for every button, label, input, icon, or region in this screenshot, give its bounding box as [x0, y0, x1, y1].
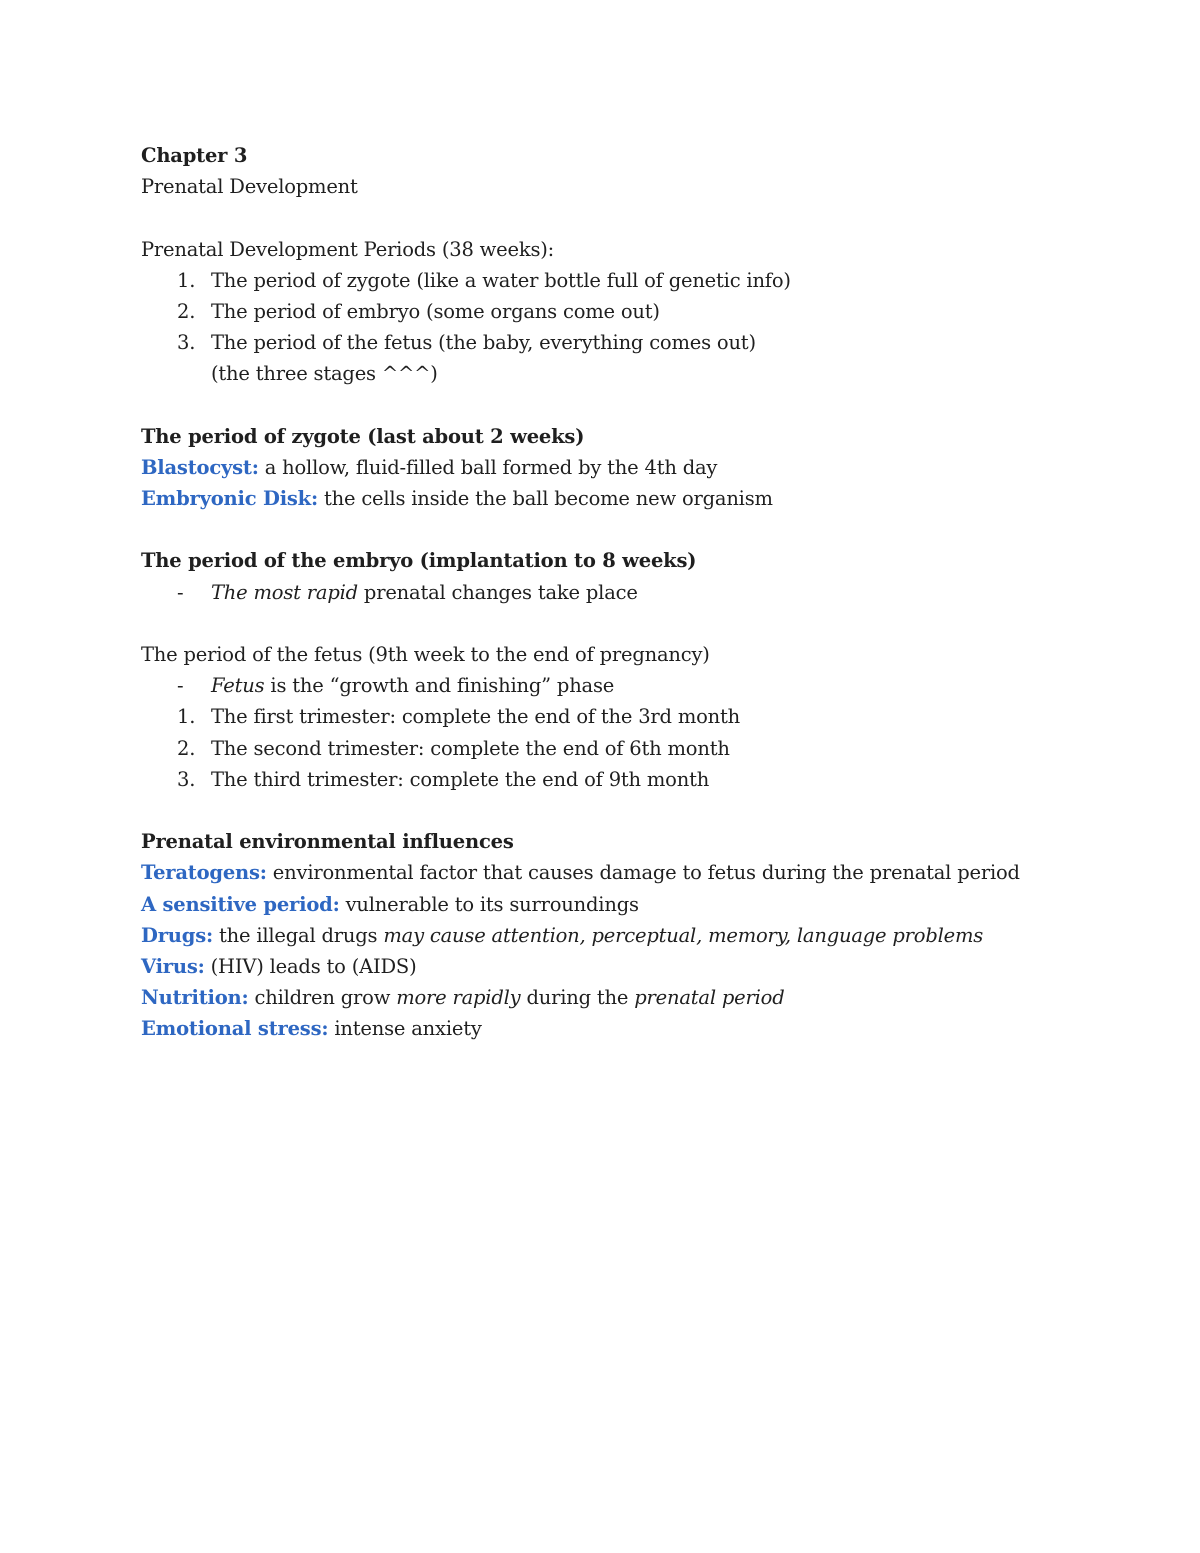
- list-number: 2.: [177, 736, 196, 760]
- periods-item: [141, 296, 1101, 327]
- emphasis-text: prenatal period: [634, 986, 785, 1010]
- term-label: Emotional stress:: [141, 1017, 329, 1041]
- list-number: 1.: [177, 705, 196, 729]
- list-item-text: The second trimester: complete the end of 6th month: [211, 736, 730, 760]
- list-item-text: The period of embryo (some organs come out): [211, 299, 660, 323]
- term-definition-middle: during the: [520, 986, 635, 1010]
- definition-row: [141, 452, 1101, 483]
- definition-row: [141, 951, 1101, 982]
- fetus-item: [141, 701, 1101, 732]
- definition-row: [141, 982, 1101, 1013]
- bullet-rest: is the “growth and finishing” phase: [264, 674, 615, 698]
- definition-row: [141, 920, 1101, 951]
- list-item-text: The third trimester: complete the end of 9th month: [211, 767, 710, 791]
- chapter-subtitle: Prenatal Development: [141, 175, 358, 199]
- spacer: [141, 795, 1101, 826]
- list-number: 2.: [177, 299, 196, 323]
- term-definition: a hollow, fluid-filled ball formed by the 4th day: [258, 455, 718, 479]
- periods-item: [141, 265, 1101, 296]
- zygote-heading: The period of zygote (last about 2 weeks): [141, 424, 585, 448]
- list-item-text: The period of zygote (like a water bottle full of genetic info): [211, 268, 791, 292]
- list-number: 3.: [177, 767, 196, 791]
- spacer: [141, 514, 1101, 545]
- chapter-title: Chapter 3: [141, 144, 248, 167]
- dash-marker: -: [177, 580, 184, 604]
- term-definition: children grow: [248, 986, 397, 1010]
- term-definition: the illegal drugs: [212, 923, 384, 947]
- influences-heading: Prenatal environmental influences: [141, 830, 514, 854]
- spacer: [141, 390, 1101, 421]
- definition-row: [141, 1013, 1101, 1044]
- term-definition: (HIV) leads to (AIDS): [204, 954, 417, 978]
- fetus-heading: The period of the fetus (9th week to the end of pregnancy): [141, 643, 710, 666]
- term-definition: environmental factor that causes damage to fetus during the prenatal period: [266, 861, 1020, 885]
- periods-heading: Prenatal Development Periods (38 weeks):: [141, 237, 555, 261]
- term-label: A sensitive period:: [141, 892, 340, 916]
- emphasis-text: may cause attention, perceptual, memory, language problems: [383, 923, 984, 947]
- list-item-text: The period of the fetus (the baby, everything comes out): [211, 331, 756, 355]
- term-definition: vulnerable to its surroundings: [339, 892, 639, 916]
- term-label: Drugs:: [141, 923, 213, 947]
- fetus-item: [141, 733, 1101, 764]
- fetus-bullet: [141, 670, 1101, 701]
- definition-row: [141, 857, 1101, 888]
- dash-marker: -: [177, 674, 184, 698]
- fetus-item: [141, 764, 1101, 795]
- periods-note: (the three stages ^^^): [211, 362, 438, 386]
- bullet-text: [211, 577, 638, 608]
- embryo-bullet: [141, 577, 1101, 608]
- definition-row: [141, 889, 1101, 920]
- bullet-text: [211, 670, 614, 701]
- term-definition: intense anxiety: [328, 1017, 482, 1041]
- list-number: 1.: [177, 268, 196, 292]
- emphasis-text: Fetus: [211, 674, 265, 698]
- bullet-rest: prenatal changes take place: [357, 580, 638, 604]
- periods-note-line: [141, 358, 1101, 389]
- spacer: [141, 202, 1101, 233]
- term-definition: the cells inside the ball become new organism: [318, 487, 773, 511]
- periods-item: [141, 327, 1101, 358]
- list-item-text: The first trimester: complete the end of the 3rd month: [211, 705, 741, 729]
- term-label: Nutrition:: [141, 986, 249, 1010]
- list-number: 3.: [177, 331, 196, 355]
- spacer: [141, 608, 1101, 639]
- term-label: Embryonic Disk:: [141, 487, 318, 511]
- emphasis-text: The most rapid: [211, 580, 358, 604]
- term-label: Blastocyst:: [141, 455, 259, 479]
- emphasis-text: more rapidly: [396, 986, 521, 1010]
- document-body: [141, 140, 1101, 1044]
- definition-row: [141, 483, 1101, 514]
- embryo-heading: The period of the embryo (implantation to 8 weeks): [141, 549, 697, 573]
- term-label: Teratogens:: [141, 861, 267, 885]
- term-label: Virus:: [141, 954, 205, 978]
